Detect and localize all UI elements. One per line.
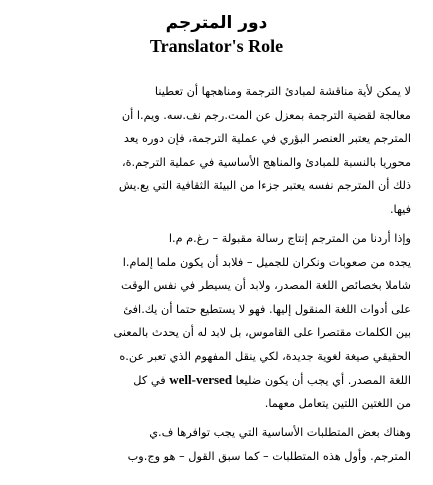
paragraph-1-line-1: لا يمكن لأية مناقشة لمبادئ الترجمة ومناهجها أن تعطينا — [154, 85, 411, 98]
paragraph-2-line-2: يجده من صعوبات ونكران للجميل – فلابد أن يكون ملما إلمام.ا — [122, 255, 411, 269]
paragraph-2-line-7-suffix: في كل — [133, 374, 166, 387]
paragraph-2-line-5: بين الكلمات مقتصرا على القاموس، بل لابد له أن يحدث بالمعنى — [113, 326, 411, 339]
paragraph-2-line-8: من اللغتين اللتين يتعامل معهما. — [264, 396, 411, 410]
paragraph-2-line-7-text: اللغة المصدر. أي يجب أن يكون ضليعا — [235, 374, 411, 387]
paragraph-2-line-7 — [28, 368, 411, 392]
document-body — [28, 80, 411, 468]
paragraph-2-line-1: وإذا أردنا من المترجم إنتاج رسالة مقبولة – رغ.م م.ا — [168, 232, 411, 245]
paragraph-3-line-1: وهناك بعض المتطلبات الأساسية التي يجب توافرها ف.ي — [149, 426, 411, 439]
paragraph-2-line-3: شاملا بخصائص اللغة المصدر، ولابد أن يسيطر في نفس الوقت — [121, 279, 411, 292]
latin-term: well-versed — [169, 372, 233, 387]
paragraph-2-line-6: الحقيقي صيغة لغوية جديدة، لكي ينقل المفهوم الذي تعبر عن.ه — [119, 349, 411, 363]
arabic-title: دور المترجم — [165, 13, 268, 33]
paragraph-1-line-2: معالجة لقضية الترجمة بمعزل عن المت.رجم نف.سه. ويم.ا أن — [121, 108, 411, 122]
paragraph-2-line-4: على أدوات اللغة المنقول إليها. فهو لا يستطيع حتما أن يك.افئ — [123, 302, 411, 316]
paragraph-3-line-2: المترجم. وأول هذه المتطلبات – كما سبق القول – هو وج.وب — [127, 449, 411, 463]
paragraph-1-line-4: محوريا بالنسبة للمبادئ والمناهج الأساسية في عملية الترجم.ة، — [121, 155, 411, 169]
paragraph-1-line-5: ذلك أن المترجم نفسه يعتبر جزءا من البيئة الثقافية التي يع.يش — [118, 179, 411, 192]
paragraph-1-line-3: المترجم يعتبر العنصر البؤري في عملية الترجمة، فإن دوره يعد — [123, 132, 411, 145]
paragraph-1-line-6: فيها. — [389, 202, 411, 216]
english-title: Translator's Role — [149, 36, 284, 56]
